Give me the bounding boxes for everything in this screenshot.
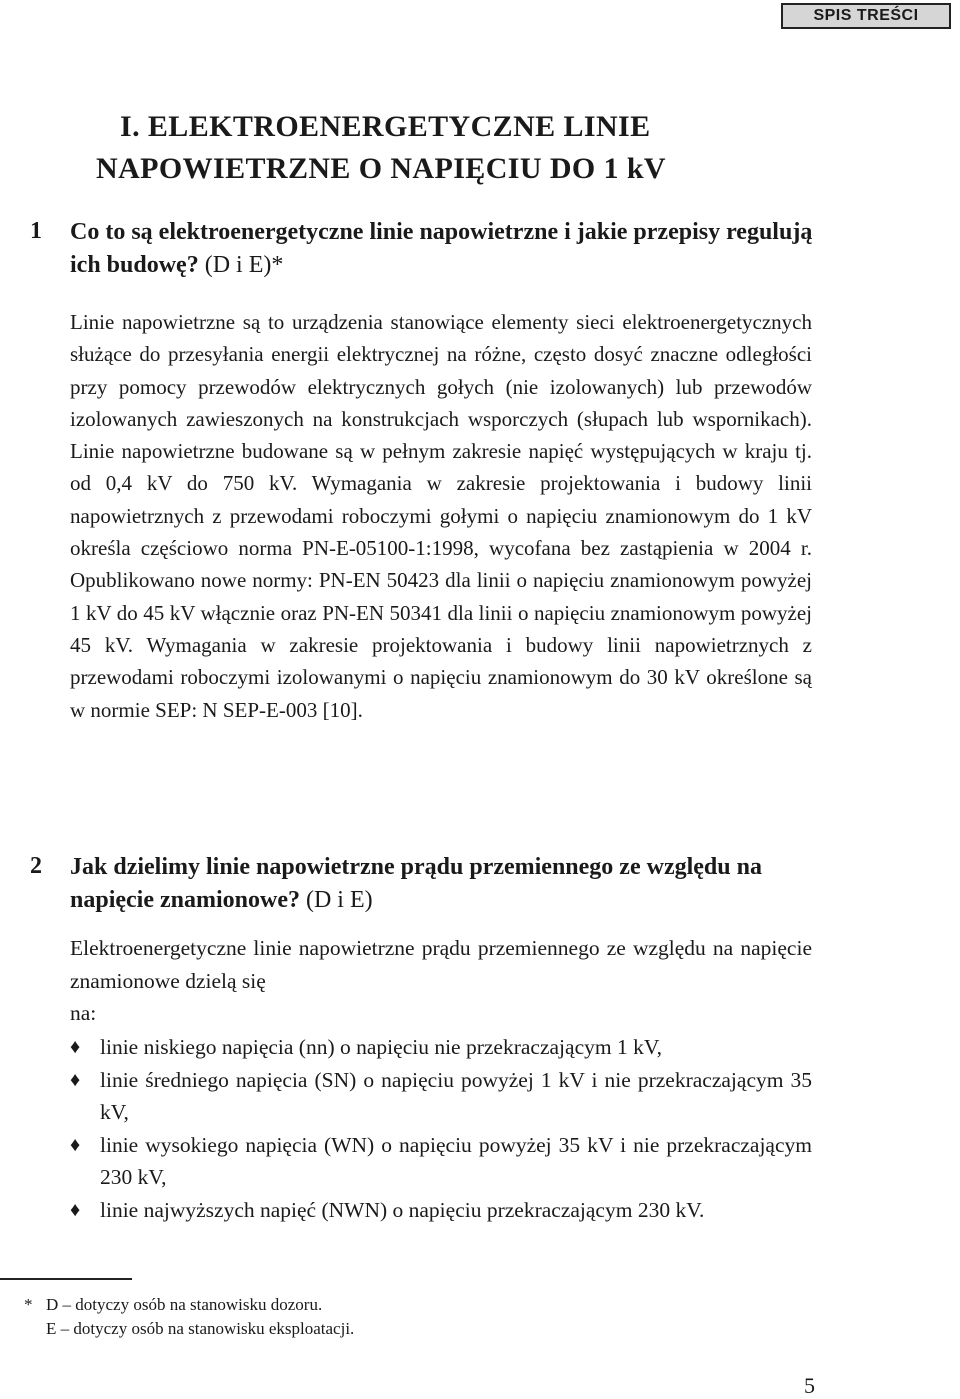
list-item-text: linie wysokiego napięcia (WN) o napięciu powyżej 35 kV i nie przekraczającym 230 kV, — [100, 1132, 812, 1189]
question-1-answer: Linie napowietrzne są to urządzenia stanowiące elementy sieci elektroenergetycznych służące do przesyłania energii elektrycznej na różne, często dosyć znaczne odległości przy pomocy przewodów elektrycznych gołych (nie izolowanych) lub przewodów izolowanych zawieszonych na konstrukcjach wsporczych (słupach lub wspornikach). Linie napowietrzne budowane są w pełnym zakresie napięć występujących w kraju tj. od 0,4 kV do 750 kV. Wymagania w zakresie projektowania i budowy linii napowietrznych z przewodami roboczymi gołymi o napięciu znamionowym do 1 kV określa częściowo norma PN-E-05100-1:1998, wycofana bez zastąpienia w 2004 r. Opublikowano nowe normy: PN-EN 50423 dla linii o napięciu znamionowym powyżej 1 kV do 45 kV włącznie oraz PN-EN 50341 dla linii o napięciu znamionowym powyżej 45 kV. Wymagania w zakresie projektowania i budowy linii napowietrznych z przewodami roboczymi izolowanymi o napięciu znamionowym do 30 kV określone są w normie SEP: N SEP-E-003 [10]. — [70, 310, 812, 722]
list-item — [70, 1031, 812, 1064]
footnote-d — [24, 1293, 354, 1317]
diamond-bullet-icon: ♦ — [70, 1068, 81, 1091]
question-2-intro-text: Elektroenergetyczne linie napowietrzne prądu przemiennego ze względu na napięcie znamionowe dzielą się — [70, 936, 812, 993]
footnote-divider — [0, 1278, 132, 1280]
question-2-text: Jak dzielimy linie napowietrzne prądu przemiennego ze względu na napięcie znamionowe? — [70, 854, 762, 913]
list-item-text: linie średniego napięcia (SN) o napięciu powyżej 1 kV i nie przekraczającym 35 kV, — [100, 1067, 812, 1124]
question-2-number: 2 — [30, 853, 42, 879]
table-of-contents-button[interactable]: SPIS TREŚCI — [781, 3, 951, 29]
voltage-class-list — [70, 1031, 812, 1226]
chapter-title-line-2: NAPOWIETRZNE O NAPIĘCIU DO 1 kV — [96, 152, 666, 185]
diamond-bullet-icon: ♦ — [70, 1133, 81, 1156]
question-1-text: Co to są elektroenergetyczne linie napowietrzne i jakie przepisy regulują ich budowę? — [70, 219, 813, 278]
footnote-e — [24, 1317, 354, 1341]
chapter-title — [96, 106, 666, 190]
footnote-star: * — [24, 1295, 33, 1314]
question-1-audience-tag: (D i E)* — [198, 252, 284, 278]
question-2-intro-tail: na: — [70, 1001, 97, 1025]
list-item — [70, 1194, 812, 1227]
list-item — [70, 1064, 812, 1129]
footnote — [24, 1293, 354, 1341]
footnote-d-text: D – dotyczy osób na stanowisku dozoru. — [46, 1295, 323, 1314]
question-2-heading — [70, 851, 820, 917]
list-item-text: linie niskiego napięcia (nn) o napięciu nie przekraczającym 1 kV, — [100, 1035, 662, 1059]
question-1-heading — [70, 216, 820, 282]
question-2-audience-tag: (D i E) — [299, 887, 373, 913]
footnote-e-text: E – dotyczy osób na stanowisku eksploatacji. — [46, 1319, 355, 1338]
chapter-title-line-1: I. ELEKTROENERGETYCZNE LINIE — [120, 110, 651, 143]
question-1-number: 1 — [30, 218, 42, 244]
diamond-bullet-icon: ♦ — [70, 1198, 81, 1221]
list-item-text: linie najwyższych napięć (NWN) o napięciu przekraczającym 230 kV. — [100, 1197, 705, 1222]
question-2-intro — [70, 932, 812, 1030]
diamond-bullet-icon: ♦ — [70, 1036, 81, 1058]
list-item — [70, 1129, 812, 1194]
page-number: 5 — [804, 1373, 815, 1398]
